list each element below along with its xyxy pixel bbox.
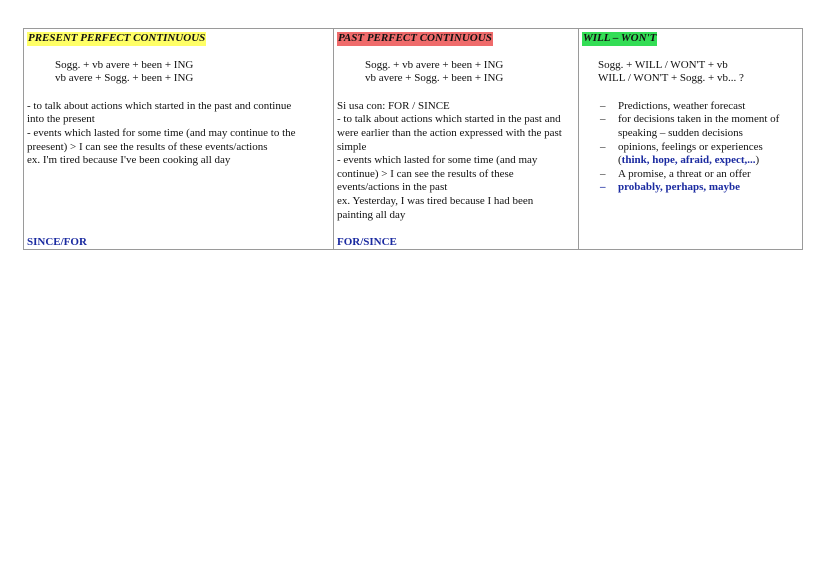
usage-line: - events which lasted for some time (and may continue to the	[27, 126, 296, 139]
usage-line: were earlier than the action expressed with the past	[337, 126, 562, 139]
bullet-line: speaking – sudden decisions	[618, 126, 743, 139]
usage-notes	[337, 100, 575, 222]
bullet-dash: –	[600, 113, 606, 126]
column-heading: WILL – WON'T	[583, 32, 657, 44]
usage-line: ex. I'm tired because I've been cooking all day	[27, 154, 231, 167]
keywords: FOR/SINCE	[337, 236, 397, 248]
list-item	[582, 181, 799, 195]
list-item	[582, 113, 799, 140]
usage-line: continue) > I can see the results of these	[337, 167, 514, 180]
bullet-dash: –	[600, 181, 606, 194]
usage-line: - events which lasted for some time (and may	[337, 154, 538, 167]
formula-line: Sogg. + vb avere + been + ING	[365, 58, 504, 71]
usage-line: painting all day	[337, 208, 406, 221]
usage-line: simple	[337, 140, 367, 153]
list-item	[582, 168, 799, 182]
grammar-table	[23, 28, 803, 250]
keywords: SINCE/FOR	[27, 236, 87, 248]
bullet-line-examples	[618, 154, 799, 168]
formula-line: vb avere + Sogg. + been + ING	[365, 72, 504, 85]
bullet-line: A promise, a threat or an offer	[618, 167, 751, 180]
formula-line: Sogg. + WILL / WON'T + vb	[598, 58, 728, 71]
example-verbs: think, hope, afraid, expect,...	[621, 154, 756, 167]
bullet-line: opinions, feelings or experiences	[618, 140, 763, 153]
bullet-line: for decisions taken in the moment of	[618, 113, 780, 126]
bullet-dash: –	[600, 140, 606, 153]
usage-line: events/actions in the past	[337, 181, 448, 194]
usage-notes	[27, 100, 330, 168]
formula-line: vb avere + Sogg. + been + ING	[55, 72, 194, 85]
paren-close: )	[755, 154, 760, 167]
usage-line: Si usa con: FOR / SINCE	[337, 99, 450, 112]
column-heading: PRESENT PERFECT CONTINUOUS	[28, 32, 206, 44]
column-will-wont	[579, 29, 802, 249]
usage-line: into the present	[27, 113, 95, 126]
list-item	[582, 100, 799, 114]
formula-line: Sogg. + vb avere + been + ING	[55, 58, 194, 71]
column-past-perfect-continuous	[334, 29, 579, 249]
formula	[55, 59, 330, 86]
usage-bullets	[582, 100, 799, 195]
bullet-line-adverbs: probably, perhaps, maybe	[618, 181, 741, 194]
formula	[365, 59, 575, 86]
column-heading: PAST PERFECT CONTINUOUS	[338, 32, 492, 44]
formula-line: WILL / WON'T + Sogg. + vb... ?	[598, 72, 744, 85]
formula	[598, 59, 799, 86]
bullet-dash: –	[600, 99, 606, 112]
usage-line: ex. Yesterday, I was tired because I had been	[337, 194, 534, 207]
bullet-dash: –	[600, 167, 606, 180]
usage-line: - to talk about actions which started in the past and continue	[27, 99, 292, 112]
list-item	[582, 141, 799, 168]
paren-open: (	[618, 154, 622, 167]
column-present-perfect-continuous	[24, 29, 334, 249]
usage-line: - to talk about actions which started in the past and	[337, 113, 561, 126]
usage-line: preesent) > I can see the results of these events/actions	[27, 140, 268, 153]
bullet-line: Predictions, weather forecast	[618, 99, 746, 112]
